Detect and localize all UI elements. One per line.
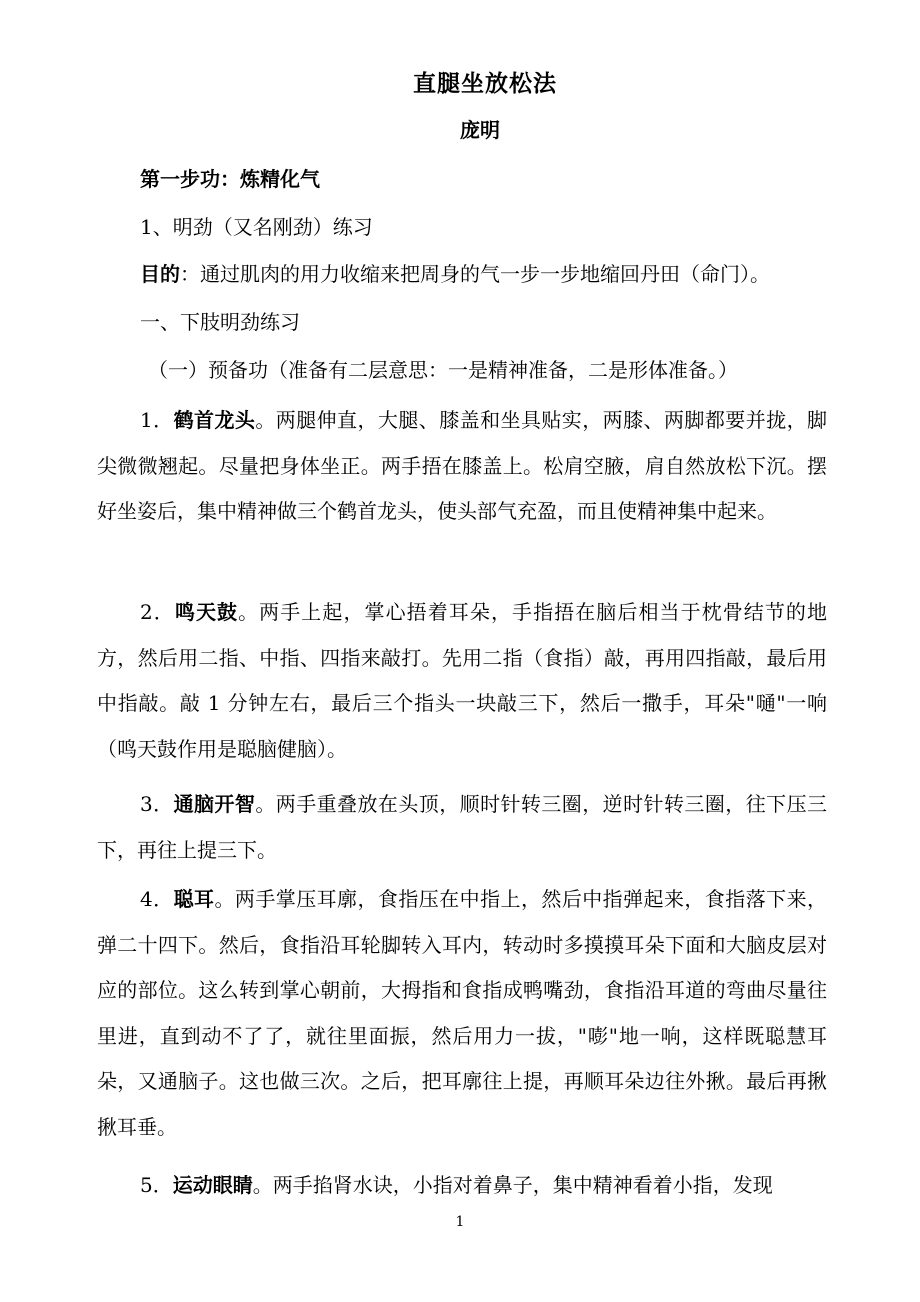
item-number: 5． <box>140 1173 173 1197</box>
paragraph-item-4 <box>97 877 827 1150</box>
item-number: 2． <box>140 600 175 624</box>
prep-line: （一）预备功（准备有二层意思：一是精神准备，二是形体准备。） <box>148 358 738 382</box>
purpose-label: 目的 <box>140 262 180 286</box>
item-text: 。两手掐肾水诀，小指对着鼻子，集中精神看着小指，发现 <box>252 1173 773 1197</box>
author-name: 庞明 <box>460 118 500 142</box>
item-name: 鸣天鼓 <box>174 600 239 624</box>
paragraph-item-1 <box>97 398 827 535</box>
item-name: 运动眼睛 <box>172 1173 253 1197</box>
document-title: 直腿坐放松法 <box>413 70 557 97</box>
purpose-text: ：通过肌肉的用力收缩来把周身的气一步一步地缩回丹田（命门）。 <box>180 262 770 286</box>
item-number: 4． <box>140 887 174 911</box>
item-text: 。两手上起，掌心捂着耳朵，手指捂在脑后相当于枕骨结节的地方，然后用二指、中指、四指来敲打。先用二指（食指）敲，再用四指敲，最后用中指敲。敲 1 分钟左右，最后三个指头一块敲三下，然后一撒手，耳朵"嗵"一响（鸣天鼓作用是聪脑健脑）。 <box>97 600 828 761</box>
item-name: 鹤首龙头 <box>173 408 256 432</box>
item-name: 通脑开智 <box>173 792 256 816</box>
paragraph-item-5 <box>97 1163 827 1209</box>
item-text: 。两手掌压耳廓，食指压在中指上，然后中指弹起来，食指落下来，弹二十四下。然后，食指沿耳轮脚转入耳内，转动时多摸摸耳朵下面和大脑皮层对应的部位。这么转到掌心朝前，大拇指和食指成鸭嘴劲，食指沿耳道的弯曲尽量往里进，直到动不了了，就往里面振，然后用力一拔，"嘭"地一响，这样既聪慧耳朵，又通脑子。这也做三次。之后，把耳廓往上提，再顺耳朵边往外揪。最后再揪揪耳垂。 <box>97 887 828 1139</box>
section-heading: 一、下肢明劲练习 <box>140 310 300 334</box>
purpose-line <box>140 259 770 289</box>
item-number: 3． <box>140 792 174 816</box>
page-number: 1 <box>455 1214 465 1230</box>
item-name: 聪耳 <box>173 887 215 911</box>
item-number: 1． <box>140 408 174 432</box>
item-text: 。两腿伸直，大腿、膝盖和坐具贴实，两膝、两脚都要并拢，脚尖微微翘起。尽量把身体坐正。两手捂在膝盖上。松肩空腋，肩自然放松下沉。摆好坐姿后，集中精神做三个鹤首龙头，使头部气充盈，而且使精神集中起来。 <box>97 408 827 523</box>
sub-heading: 1、明劲（又名刚劲）练习 <box>140 215 373 239</box>
step-heading: 第一步功：炼精化气 <box>140 167 320 191</box>
item-text: 。两手重叠放在头顶，顺时针转三圈，逆时针转三圈，往下压三下，再往上提三下。 <box>97 792 827 862</box>
paragraph-item-3 <box>97 782 827 873</box>
paragraph-item-2 <box>97 590 827 772</box>
